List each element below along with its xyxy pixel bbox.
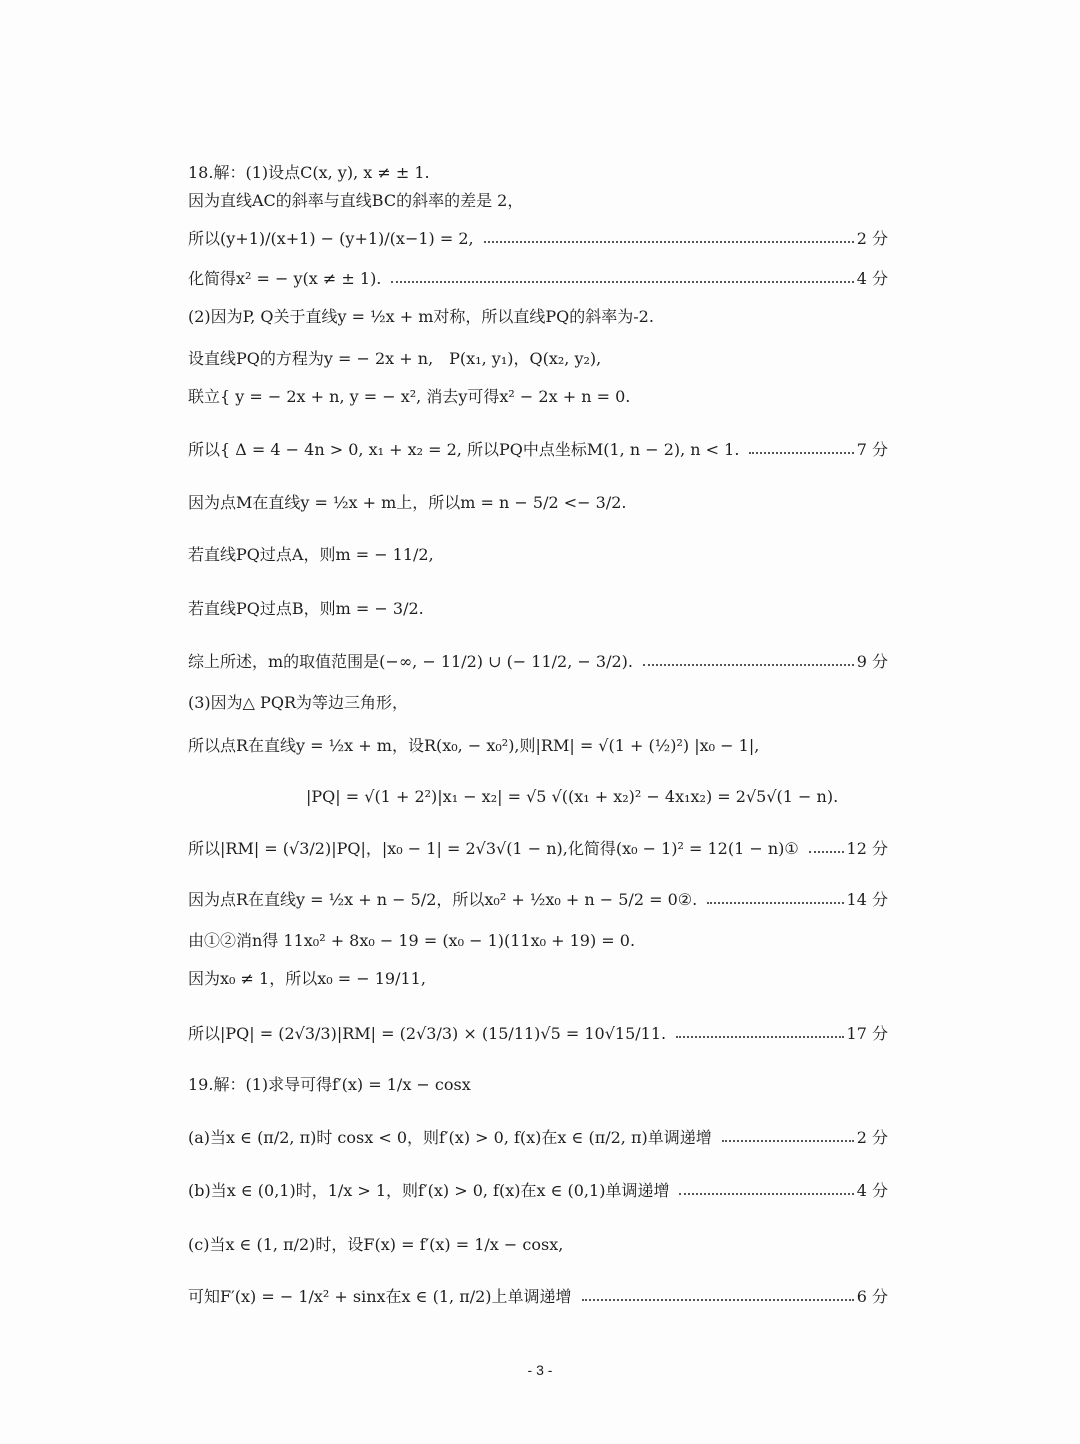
line-text: (c)当x ∈ (1, π/2)时，设F(x) = f′(x) = 1/x − cosx, (188, 1234, 564, 1254)
q18-line-1 (188, 156, 888, 186)
line-text: |PQ| = √(1 + 2²)|x₁ − x₂| = √5 √((x₁ + x₂)² − 4x₁x₂) = 2√5√(1 − n). (306, 786, 839, 806)
q18-line-4 (188, 262, 888, 292)
score-label: 12 分 (846, 838, 888, 858)
score-leader (676, 1036, 843, 1038)
q18-line-15 (306, 781, 906, 811)
score-leader (749, 452, 853, 454)
line-text: 所以点R在直线y = ½x + m，设R(x₀, − x₀²),则|RM| = √(1 + (½)²) |x₀ − 1|, (188, 735, 760, 755)
line-text: (3)因为△ PQR为等边三角形， (188, 692, 408, 712)
line-text: (b)当x ∈ (0,1)时，1/x > 1，则f′(x) > 0, f(x)在x ∈ (0,1)单调递增 (188, 1180, 670, 1200)
page-number: - 3 - (527, 1362, 553, 1378)
q18-line-19 (188, 962, 888, 992)
score-label: 6 分 (856, 1286, 888, 1306)
line-text: 因为点R在直线y = ½x + n − 5/2，所以x₀² + ½x₀ + n − 5/2 = 0②. (188, 889, 698, 909)
score-label: 14 分 (846, 889, 888, 909)
line-text: 可知F′(x) = − 1/x² + sinx在x ∈ (1, π/2)上单调递增 (188, 1286, 572, 1306)
line-text: 联立{ y = − 2x + n, y = − x², 消去y可得x² − 2x + n = 0. (188, 386, 631, 406)
line-text: (a)当x ∈ (π/2, π)时 cosx < 0，则f′(x) > 0, f(x)在x ∈ (π/2, π)单调递增 (188, 1127, 712, 1147)
score-leader (679, 1193, 853, 1195)
line-text: 若直线PQ过点A，则m = − 11/2, (188, 544, 434, 564)
q18-line-8 (188, 433, 888, 463)
q18-line-11 (188, 592, 888, 622)
q18-line-18 (188, 924, 888, 954)
line-text: 设直线PQ的方程为y = − 2x + n, P(x₁, y₁)，Q(x₂, y₂), (188, 348, 602, 368)
line-text: 所以|PQ| = (2√3/3)|RM| = (2√3/3) × (15/11)√5 = 10√15/11. (188, 1023, 667, 1043)
q18-line-16 (188, 832, 888, 862)
score-label: 7 分 (856, 439, 888, 459)
q19-line-3 (188, 1174, 888, 1204)
score-label: 2 分 (856, 228, 888, 248)
q19-line-1 (188, 1068, 888, 1098)
q19-line-2 (188, 1121, 888, 1151)
score-leader (391, 281, 853, 283)
line-text: 因为点M在直线y = ½x + m上，所以m = n − 5/2 <− 3/2. (188, 492, 627, 512)
line-text: 所以{ Δ = 4 − 4n > 0, x₁ + x₂ = 2, 所以PQ中点坐标M(1, n − 2), n < 1. (188, 439, 740, 459)
line-text: 因为x₀ ≠ 1，所以x₀ = − 19/11, (188, 968, 426, 988)
score-leader (582, 1299, 854, 1301)
line-text: 综上所述，m的取值范围是(−∞, − 11/2) ∪ (− 11/2, − 3/2). (188, 651, 633, 671)
score-leader (809, 851, 844, 853)
line-text: 18.解：(1)设点C(x, y), x ≠ ± 1. (188, 162, 430, 182)
q18-line-5 (188, 300, 888, 330)
line-text: (2)因为P, Q关于直线y = ½x + m对称，所以直线PQ的斜率为-2. (188, 306, 654, 326)
q18-line-13 (188, 686, 888, 716)
q18-line-17 (188, 883, 888, 913)
score-label: 2 分 (856, 1127, 888, 1147)
line-text: 所以(y+1)/(x+1) − (y+1)/(x−1) = 2, (188, 228, 474, 248)
q18-line-2 (188, 184, 888, 214)
line-text: 因为直线AC的斜率与直线BC的斜率的差是 2， (188, 190, 524, 210)
line-text: 19.解：(1)求导可得f′(x) = 1/x − cosx (188, 1074, 471, 1094)
score-label: 9 分 (856, 651, 888, 671)
line-text: 化简得x² = − y(x ≠ ± 1). (188, 268, 382, 288)
q19-line-4 (188, 1228, 888, 1258)
score-leader (722, 1140, 854, 1142)
q18-line-14 (188, 729, 888, 759)
score-label: 17 分 (846, 1023, 888, 1043)
q18-line-12 (188, 645, 888, 675)
score-leader (643, 664, 854, 666)
q19-line-5 (188, 1280, 888, 1310)
q18-line-6 (188, 342, 888, 372)
line-text: 由①②消n得 11x₀² + 8x₀ − 19 = (x₀ − 1)(11x₀ + 19) = 0. (188, 930, 636, 950)
score-leader (707, 902, 843, 904)
score-label: 4 分 (856, 268, 888, 288)
q18-line-3 (188, 222, 888, 252)
q18-line-9 (188, 486, 888, 516)
q18-line-7 (188, 380, 888, 410)
score-leader (484, 241, 854, 243)
q18-line-10 (188, 538, 888, 568)
line-text: 若直线PQ过点B，则m = − 3/2. (188, 598, 424, 618)
q18-line-20 (188, 1017, 888, 1047)
score-label: 4 分 (856, 1180, 888, 1200)
line-text: 所以|RM| = (√3/2)|PQ|，|x₀ − 1| = 2√3√(1 − n),化简得(x₀ − 1)² = 12(1 − n)① (188, 838, 799, 858)
